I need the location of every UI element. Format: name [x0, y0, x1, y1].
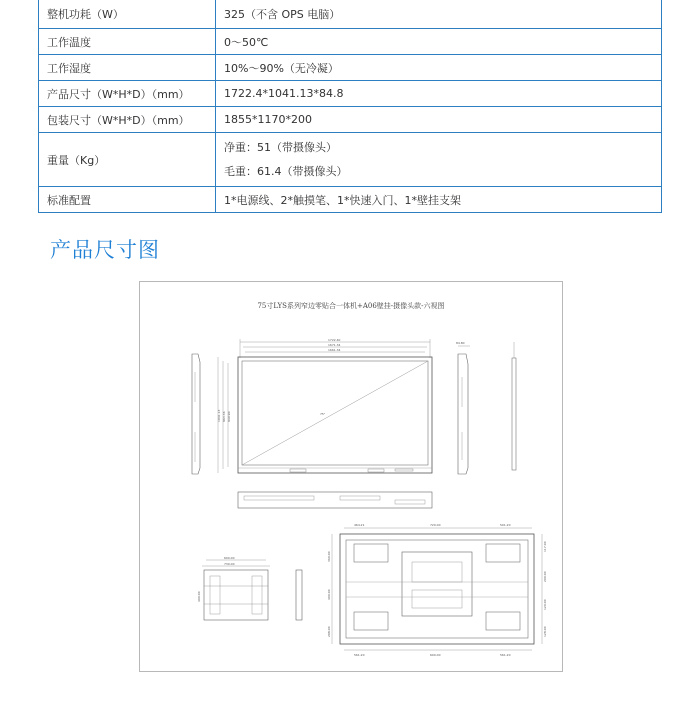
rear-right-dim-1: 117.00 — [543, 541, 547, 552]
rear-left-dim-1: 360.00 — [327, 551, 331, 562]
side-dim-2: 963.36 — [222, 411, 226, 422]
spec-row-accessories — [39, 187, 662, 213]
spec-value — [216, 133, 662, 187]
spec-row-product-size — [39, 81, 662, 107]
depth-dim: 84.80 — [456, 341, 465, 345]
bottom-view — [238, 492, 432, 508]
net-weight: 净重：51（带摄像头） — [224, 140, 337, 154]
rear-top-dim-2: 720.00 — [430, 523, 441, 527]
front-view — [238, 357, 432, 473]
drawing-title: 75寸LYS系列窄边零贴合一体机+A06壁挂-摄像头款-六视图 — [257, 302, 445, 310]
rear-bottom-dim-3: 561.20 — [500, 653, 511, 657]
bracket-dim-3: 400.00 — [197, 591, 201, 602]
spec-key: 工作湿度 — [39, 55, 216, 81]
front-dim-2: 1671.34 — [328, 343, 341, 347]
left-side-view — [192, 354, 200, 474]
spec-key: 整机功耗（W） — [39, 0, 216, 29]
rear-left-dim-2: 400.00 — [327, 589, 331, 600]
rear-bottom-dim-1: 561.20 — [354, 653, 365, 657]
bracket-dim-1: 600.00 — [224, 556, 235, 560]
rear-top-dim-3: 501.20 — [500, 523, 511, 527]
screen-size-label: 75" — [320, 412, 326, 416]
dimension-drawing — [139, 281, 563, 672]
rear-side-view — [512, 342, 516, 470]
gross-weight: 毛重：61.4（带摄像头） — [224, 164, 348, 178]
right-side-view — [458, 346, 470, 474]
spec-row-humidity — [39, 55, 662, 81]
spec-value: 1*电源线、2*触摸笔、1*快速入门、1*壁挂支架 — [216, 187, 662, 213]
rear-right-dim-3: 120.00 — [543, 599, 547, 610]
rear-top-dim-1: 464.21 — [354, 523, 365, 527]
spec-key: 产品尺寸（W*H*D）（mm） — [39, 81, 216, 107]
spec-row-weight — [39, 133, 662, 187]
bracket-view — [202, 560, 302, 620]
spec-value: 1855*1170*200 — [216, 107, 662, 133]
rear-view — [332, 528, 542, 650]
drawing-svg — [140, 282, 562, 671]
front-dim-1: 1722.40 — [328, 338, 341, 342]
spec-value: 325（不含 OPS 电脑） — [216, 0, 662, 29]
spec-key: 标准配置 — [39, 187, 216, 213]
bracket-dim-2: 730.00 — [224, 562, 235, 566]
side-dim-3: 940.90 — [227, 411, 231, 422]
rear-left-dim-3: 298.00 — [327, 626, 331, 637]
spec-key: 包装尺寸（W*H*D）（mm） — [39, 107, 216, 133]
spec-row-package-size — [39, 107, 662, 133]
spec-row-temperature — [39, 29, 662, 55]
section-title: 产品尺寸图 — [50, 238, 160, 262]
side-dim-1: 1041.13 — [217, 409, 221, 422]
spec-value: 0～50℃ — [216, 29, 662, 55]
front-dim-3: 1661.34 — [328, 348, 341, 352]
spec-table — [38, 0, 662, 213]
rear-right-dim-2: 200.00 — [543, 571, 547, 582]
spec-value: 1722.4*1041.13*84.8 — [216, 81, 662, 107]
spec-key: 重量（Kg） — [39, 133, 216, 187]
spec-key: 工作温度 — [39, 29, 216, 55]
rear-right-dim-4: 128.00 — [543, 626, 547, 637]
spec-row-power — [39, 0, 662, 29]
spec-value: 10%～90%（无冷凝） — [216, 55, 662, 81]
rear-bottom-dim-2: 600.00 — [430, 653, 441, 657]
